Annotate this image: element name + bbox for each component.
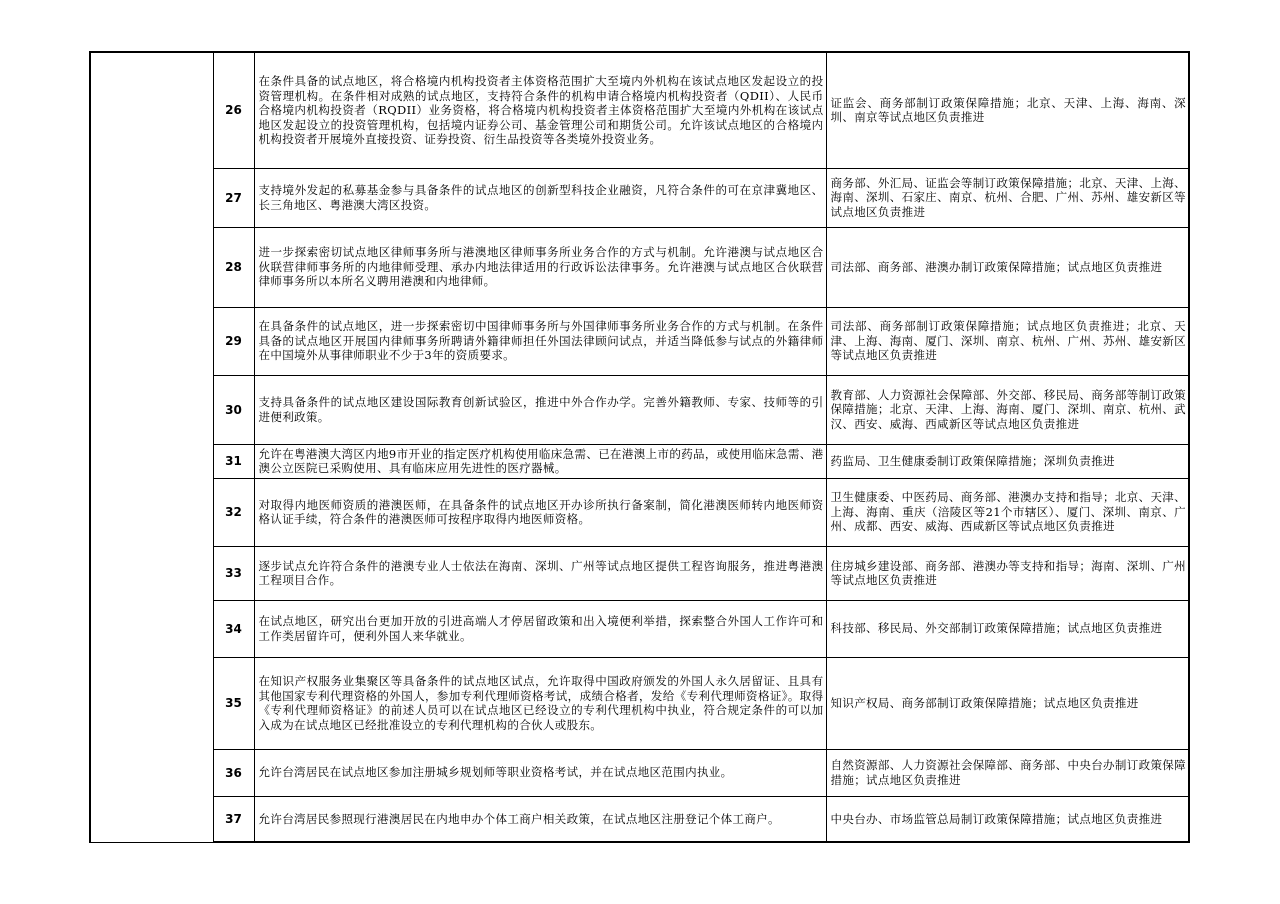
row-number: 34 — [213, 600, 254, 657]
row-number: 33 — [213, 546, 254, 600]
measure-text: 在具备条件的试点地区，进一步探索密切中国律师事务所与外国律师事务所业务合作的方式与机制。在条件具备的试点地区开展国内律师事务所聘请外籍律师担任外国法律顾问试点，并适当降低参与试点的外籍律师在中国境外从事律师职业不少于3年的资质要求。 — [254, 307, 826, 375]
row-number: 26 — [213, 52, 254, 168]
responsible-departments: 司法部、商务部制订政策保障措施；试点地区负责推进；北京、天津、上海、海南、厦门、深圳、南京、杭州、广州、苏州、雄安新区等试点地区负责推进 — [826, 307, 1189, 375]
table-row — [90, 657, 1189, 749]
table-row — [90, 546, 1189, 600]
responsible-departments: 卫生健康委、中医药局、商务部、港澳办支持和指导；北京、天津、上海、海南、重庆（涪陵区等21个市辖区）、厦门、深圳、南京、广州、成都、西安、威海、西咸新区等试点地区负责推进 — [826, 478, 1189, 546]
measure-text: 对取得内地医师资质的港澳医师，在具备条件的试点地区开办诊所执行备案制，简化港澳医师转内地医师资格认证手续，符合条件的港澳医师可按程序取得内地医师资格。 — [254, 478, 826, 546]
measure-text: 在条件具备的试点地区，将合格境内机构投资者主体资格范围扩大至境内外机构在该试点地区发起设立的投资管理机构。在条件相对成熟的试点地区，支持符合条件的机构申请合格境内机构投资者（QDII）、人民币合格境内机构投资者（RQDII）业务资格，将合格境内机构投资者主体资格范围扩大至境内外机构在该试点地区发起设立的投资管理机构，包括境内证券公司、基金管理公司和期货公司。允许该试点地区的合格境内机构投资者开展境外直接投资、证券投资、衍生品投资等各类境外投资业务。 — [254, 52, 826, 168]
row-number: 30 — [213, 375, 254, 444]
table-row — [90, 749, 1189, 796]
row-number: 35 — [213, 657, 254, 749]
table-row — [90, 52, 1189, 168]
row-number: 32 — [213, 478, 254, 546]
responsible-departments: 中央台办、市场监管总局制订政策保障措施；试点地区负责推进 — [826, 796, 1189, 842]
responsible-departments: 药监局、卫生健康委制订政策保障措施；深圳负责推进 — [826, 444, 1189, 478]
measure-text: 允许台湾居民参照现行港澳居民在内地申办个体工商户相关政策，在试点地区注册登记个体工商户。 — [254, 796, 826, 842]
measure-text: 在知识产权服务业集聚区等具备条件的试点地区试点，允许取得中国政府颁发的外国人永久居留证、且具有其他国家专利代理资格的外国人，参加专利代理师资格考试，成绩合格者，发给《专利代理师资格证》。取得《专利代理师资格证》的前述人员可以在试点地区已经设立的专利代理机构中执业，符合规定条件的可以加入成为在试点地区已经批准设立的专利代理机构的合伙人或股东。 — [254, 657, 826, 749]
row-number: 29 — [213, 307, 254, 375]
responsible-departments: 教育部、人力资源社会保障部、外交部、移民局、商务部等制订政策保障措施；北京、天津、上海、海南、厦门、深圳、南京、杭州、武汉、西安、威海、西咸新区等试点地区负责推进 — [826, 375, 1189, 444]
row-number: 27 — [213, 168, 254, 227]
table-row — [90, 478, 1189, 546]
row-number: 31 — [213, 444, 254, 478]
policy-measures-table — [89, 51, 1190, 843]
responsible-departments: 司法部、商务部、港澳办制订政策保障措施；试点地区负责推进 — [826, 227, 1189, 307]
measure-text: 支持境外发起的私募基金参与具备条件的试点地区的创新型科技企业融资，凡符合条件的可在京津冀地区、长三角地区、粤港澳大湾区投资。 — [254, 168, 826, 227]
table-row — [90, 227, 1189, 307]
measure-text: 支持具备条件的试点地区建设国际教育创新试验区，推进中外合作办学。完善外籍教师、专家、技师等的引进便利政策。 — [254, 375, 826, 444]
responsible-departments: 科技部、移民局、外交部制订政策保障措施；试点地区负责推进 — [826, 600, 1189, 657]
table-row — [90, 168, 1189, 227]
responsible-departments: 自然资源部、人力资源社会保障部、商务部、中央台办制订政策保障措施；试点地区负责推进 — [826, 749, 1189, 796]
responsible-departments: 证监会、商务部制订政策保障措施；北京、天津、上海、海南、深圳、南京等试点地区负责推进 — [826, 52, 1189, 168]
measure-text: 允许台湾居民在试点地区参加注册城乡规划师等职业资格考试，并在试点地区范围内执业。 — [254, 749, 826, 796]
table-row — [90, 796, 1189, 842]
responsible-departments: 住房城乡建设部、商务部、港澳办等支持和指导；海南、深圳、广州等试点地区负责推进 — [826, 546, 1189, 600]
measure-text: 进一步探索密切试点地区律师事务所与港澳地区律师事务所业务合作的方式与机制。允许港澳与试点地区合伙联营律师事务所的内地律师受理、承办内地法律适用的行政诉讼法律事务。允许港澳与试点地区合伙联营律师事务所以本所名义聘用港澳和内地律师。 — [254, 227, 826, 307]
responsible-departments: 商务部、外汇局、证监会等制订政策保障措施；北京、天津、上海、海南、深圳、石家庄、南京、杭州、合肥、广州、苏州、雄安新区等试点地区负责推进 — [826, 168, 1189, 227]
table-row — [90, 307, 1189, 375]
table-row — [90, 444, 1189, 478]
row-number: 28 — [213, 227, 254, 307]
measure-text: 允许在粤港澳大湾区内地9市开业的指定医疗机构使用临床急需、已在港澳上市的药品，或使用临床急需、港澳公立医院已采购使用、具有临床应用先进性的医疗器械。 — [254, 444, 826, 478]
category-cell — [90, 52, 213, 842]
table-row — [90, 375, 1189, 444]
row-number: 36 — [213, 749, 254, 796]
responsible-departments: 知识产权局、商务部制订政策保障措施；试点地区负责推进 — [826, 657, 1189, 749]
row-number: 37 — [213, 796, 254, 842]
table-row — [90, 600, 1189, 657]
measure-text: 在试点地区，研究出台更加开放的引进高端人才停居留政策和出入境便利举措，探索整合外国人工作许可和工作类居留许可，便利外国人来华就业。 — [254, 600, 826, 657]
measure-text: 逐步试点允许符合条件的港澳专业人士依法在海南、深圳、广州等试点地区提供工程咨询服务，推进粤港澳工程项目合作。 — [254, 546, 826, 600]
